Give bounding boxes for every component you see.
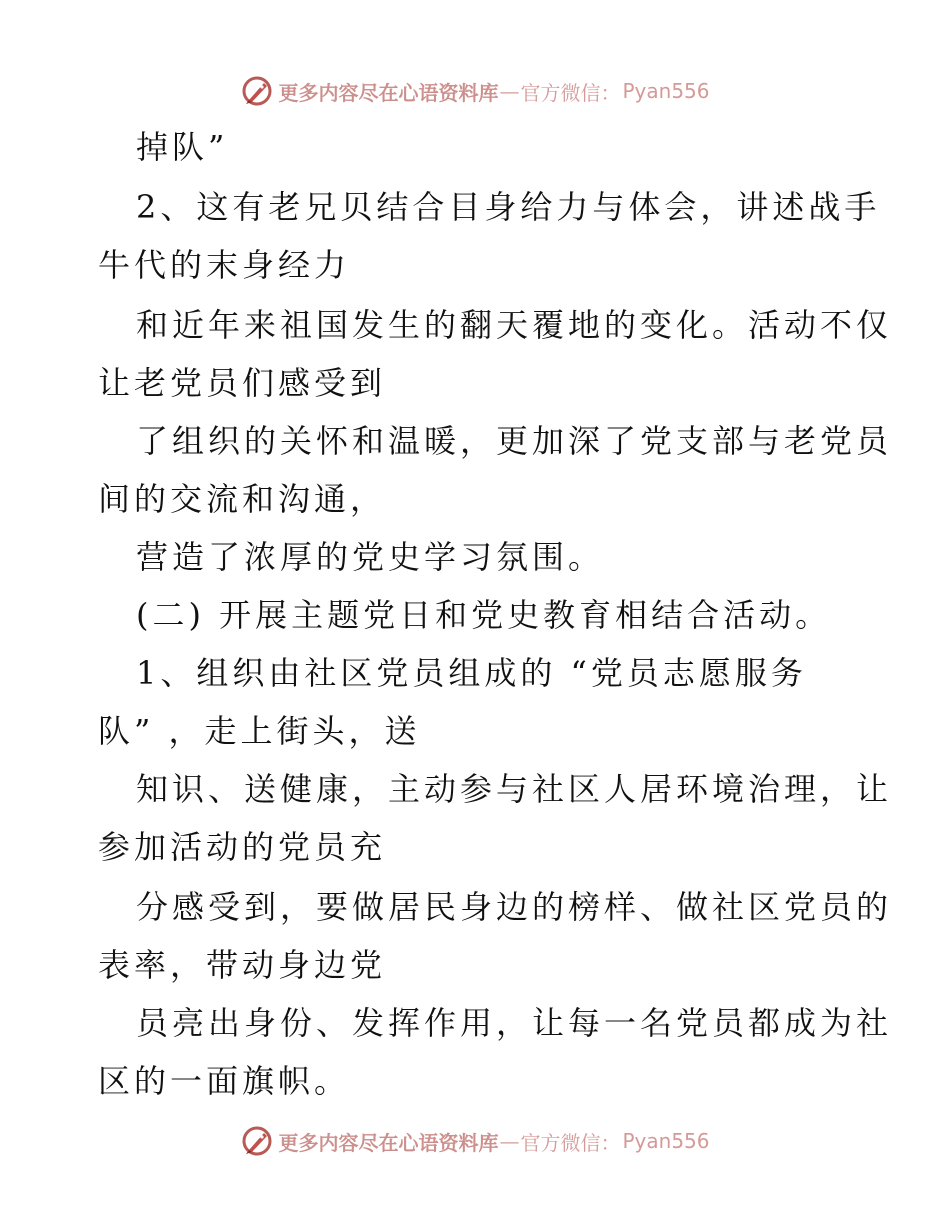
body-text-line: 2、这有老兄贝结合目身给力与体会，讲述战手: [136, 188, 881, 226]
body-text-line: 参加活动的党员充: [98, 828, 387, 866]
body-text-line: 区的一面旗帜。: [98, 1062, 351, 1100]
pen-nib-logo-icon: [240, 1124, 274, 1158]
watermark-brand-text: 更多内容尽在心语资料库: [278, 80, 499, 105]
watermark-separator: —: [499, 1129, 520, 1153]
watermark-separator: —: [499, 79, 520, 103]
watermark-wechat-id: Pyan556: [622, 79, 710, 103]
watermark-wechat-label: 官方微信：: [520, 80, 621, 105]
body-text-line: 掉队”: [136, 128, 229, 166]
header-watermark-banner: [0, 71, 950, 111]
watermark-brand-text: 更多内容尽在心语资料库: [278, 1130, 499, 1155]
body-text-line: 了组织的关怀和温暖，更加深了党支部与老党员: [136, 422, 893, 460]
pen-nib-logo-icon: [240, 74, 274, 108]
watermark-wechat-id: Pyan556: [622, 1129, 710, 1153]
body-text-line: 间的交流和沟通，: [98, 480, 387, 518]
footer-watermark-banner: [0, 1121, 950, 1161]
body-text-line: 员亮出身份、发挥作用，让每一名党员都成为社: [136, 1004, 893, 1042]
body-text-line: 队” ，走上街头，送: [98, 712, 421, 750]
body-text-line: (二) 开展主题党日和党史教育相结合活动。: [136, 596, 832, 634]
body-text-line: 1、组织由社区党员组成的 “党员志愿服务: [136, 654, 807, 692]
body-text-line: 牛代的末身经力: [98, 246, 351, 284]
body-text-line: 表率，带动身边党: [98, 946, 387, 984]
body-text-line: 营造了浓厚的党史学习氛围。: [136, 538, 605, 576]
body-text-line: 分感受到，要做居民身边的榜样、做社区党员的: [136, 888, 893, 926]
body-text-line: 让老党员们感受到: [98, 364, 387, 402]
watermark-wechat-label: 官方微信：: [520, 1130, 621, 1155]
body-text-line: 知识、送健康，主动参与社区人居环境治理，让: [136, 770, 893, 808]
body-text-line: 和近年来祖国发生的翻天覆地的变化。活动不仅: [136, 306, 893, 344]
